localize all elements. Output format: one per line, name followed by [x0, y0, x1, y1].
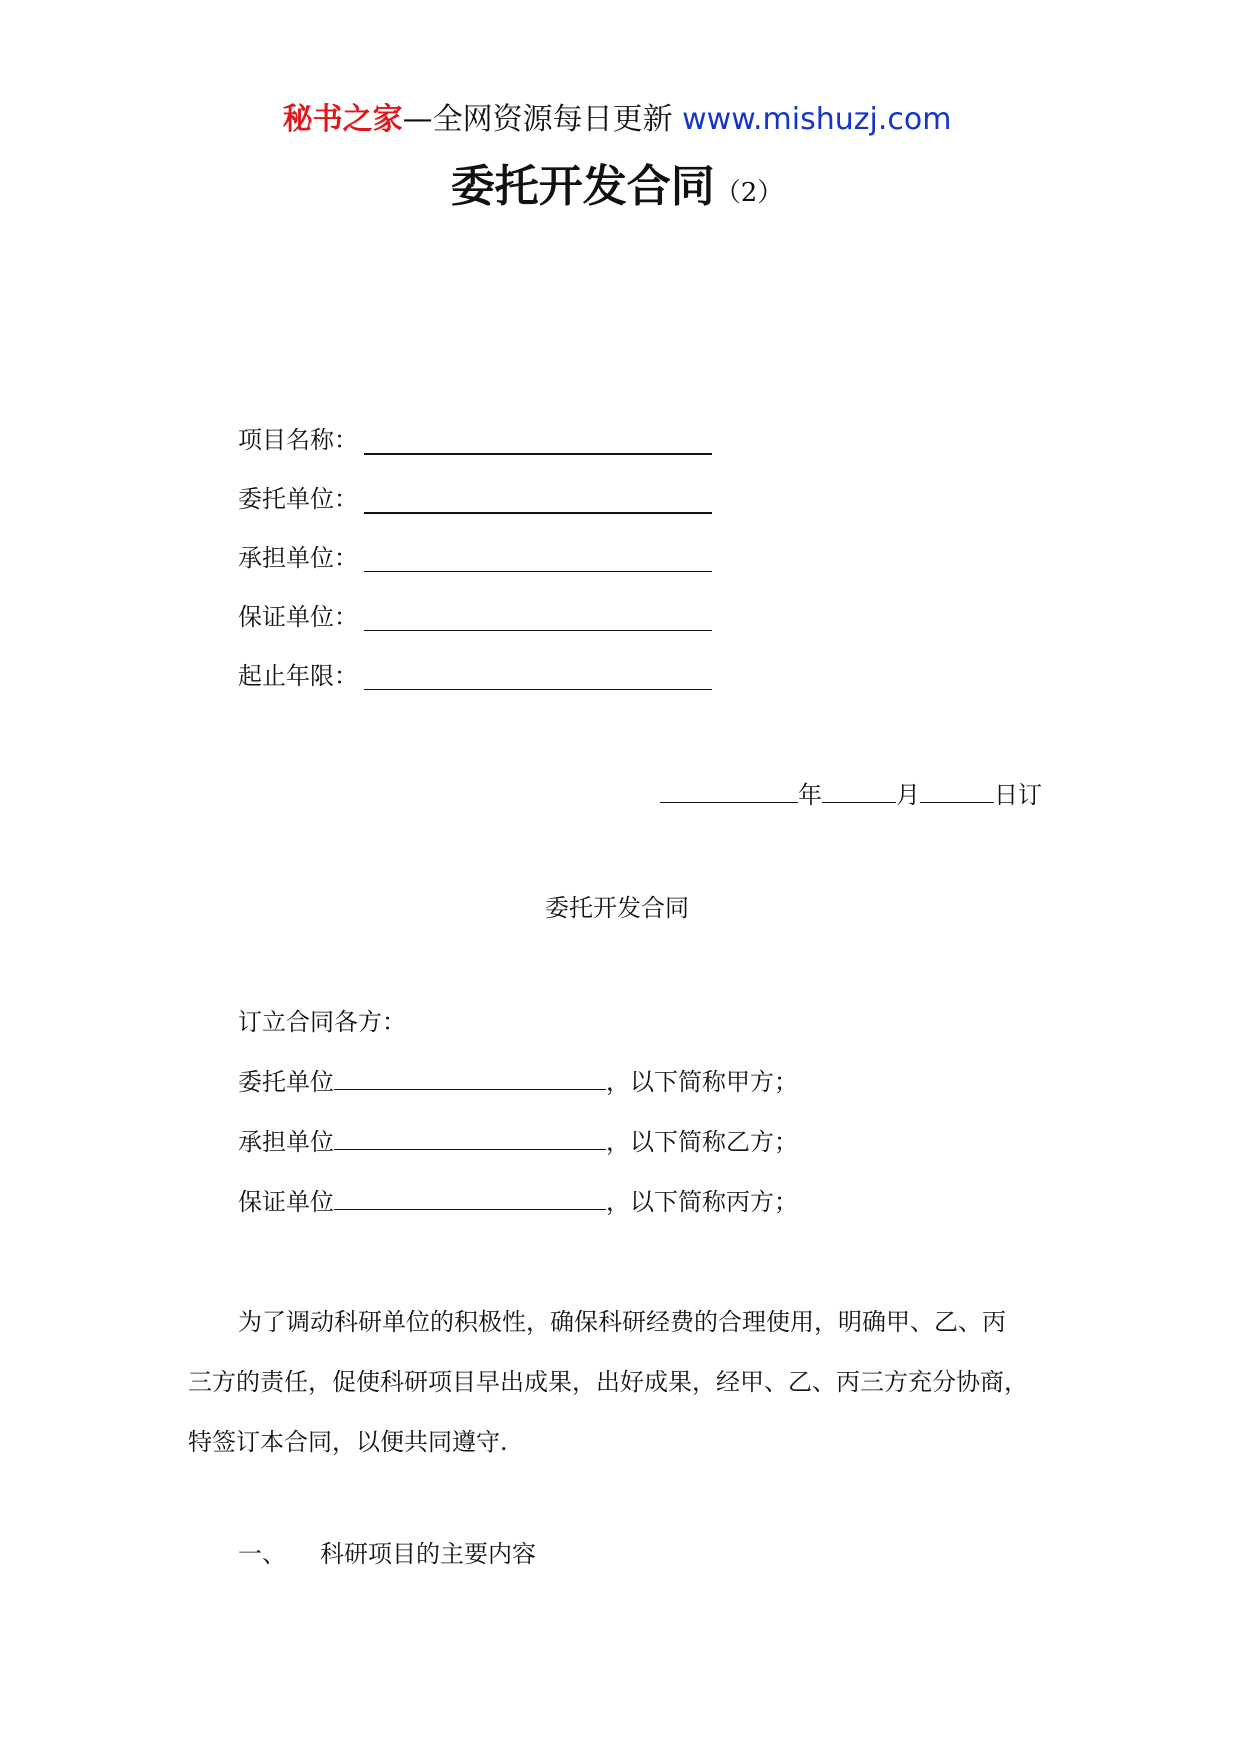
field-label: 项目名称： — [238, 426, 358, 454]
fill-in-line — [364, 571, 712, 572]
field-label: 保证单位： — [238, 603, 358, 631]
section-title: 科研项目的主要内容 — [320, 1540, 536, 1568]
party-name: 承担单位 — [238, 1128, 334, 1156]
cover-field-project-name — [238, 422, 364, 458]
site-header — [0, 100, 1234, 140]
cover-field-contractor — [238, 540, 364, 576]
field-label: 起止年限： — [238, 662, 358, 690]
party-blank — [334, 1185, 606, 1210]
site-url[interactable]: www.mishuzj.com — [682, 102, 952, 137]
cover-field-client — [238, 481, 364, 517]
fill-in-line — [364, 630, 712, 631]
preamble-line: 三方的责任，促使科研项目早出成果，出好成果，经甲、乙、丙三方充分协商， — [188, 1368, 1028, 1396]
section-number: 一、 — [238, 1540, 286, 1568]
field-label: 承担单位： — [238, 544, 358, 572]
preamble-line: 特签订本合同，以便共同遵守. — [188, 1428, 508, 1456]
contract-subtitle: 委托开发合同 — [545, 894, 689, 922]
party-suffix: ，以下简称乙方； — [606, 1128, 798, 1156]
day-blank — [920, 776, 994, 803]
parties-intro: 订立合同各方： — [238, 1008, 406, 1036]
section-heading — [238, 1536, 536, 1572]
title-suffix: （2） — [714, 178, 784, 208]
cover-field-term — [238, 658, 364, 694]
field-label: 委托单位： — [238, 485, 358, 513]
year-label: 年 — [798, 781, 822, 809]
year-blank — [660, 776, 798, 803]
brand-name: 秘书之家 — [282, 102, 403, 137]
cover-field-guarantor — [238, 599, 364, 635]
party-name: 委托单位 — [238, 1068, 334, 1096]
fill-in-line — [364, 453, 712, 455]
preamble-paragraph — [188, 1292, 1056, 1472]
preamble-line: 为了调动科研单位的积极性，确保科研经费的合理使用，明确甲、乙、丙 — [238, 1308, 1006, 1336]
party-name: 保证单位 — [238, 1188, 334, 1216]
fill-in-line — [364, 512, 712, 514]
party-suffix: ，以下简称甲方； — [606, 1068, 798, 1096]
party-row-a — [238, 1064, 798, 1100]
document-title — [0, 150, 1234, 214]
party-blank — [334, 1125, 606, 1150]
signing-date — [660, 776, 1042, 812]
party-row-b — [238, 1124, 798, 1160]
party-suffix: ，以下简称丙方； — [606, 1188, 798, 1216]
title-main: 委托开发合同 — [450, 161, 715, 212]
party-blank — [334, 1065, 606, 1090]
month-label: 月 — [896, 781, 920, 809]
header-slogan: —全网资源每日更新 — [402, 102, 673, 137]
day-label: 日订 — [994, 781, 1042, 809]
fill-in-line — [364, 689, 712, 690]
month-blank — [822, 776, 896, 803]
party-row-c — [238, 1184, 798, 1220]
